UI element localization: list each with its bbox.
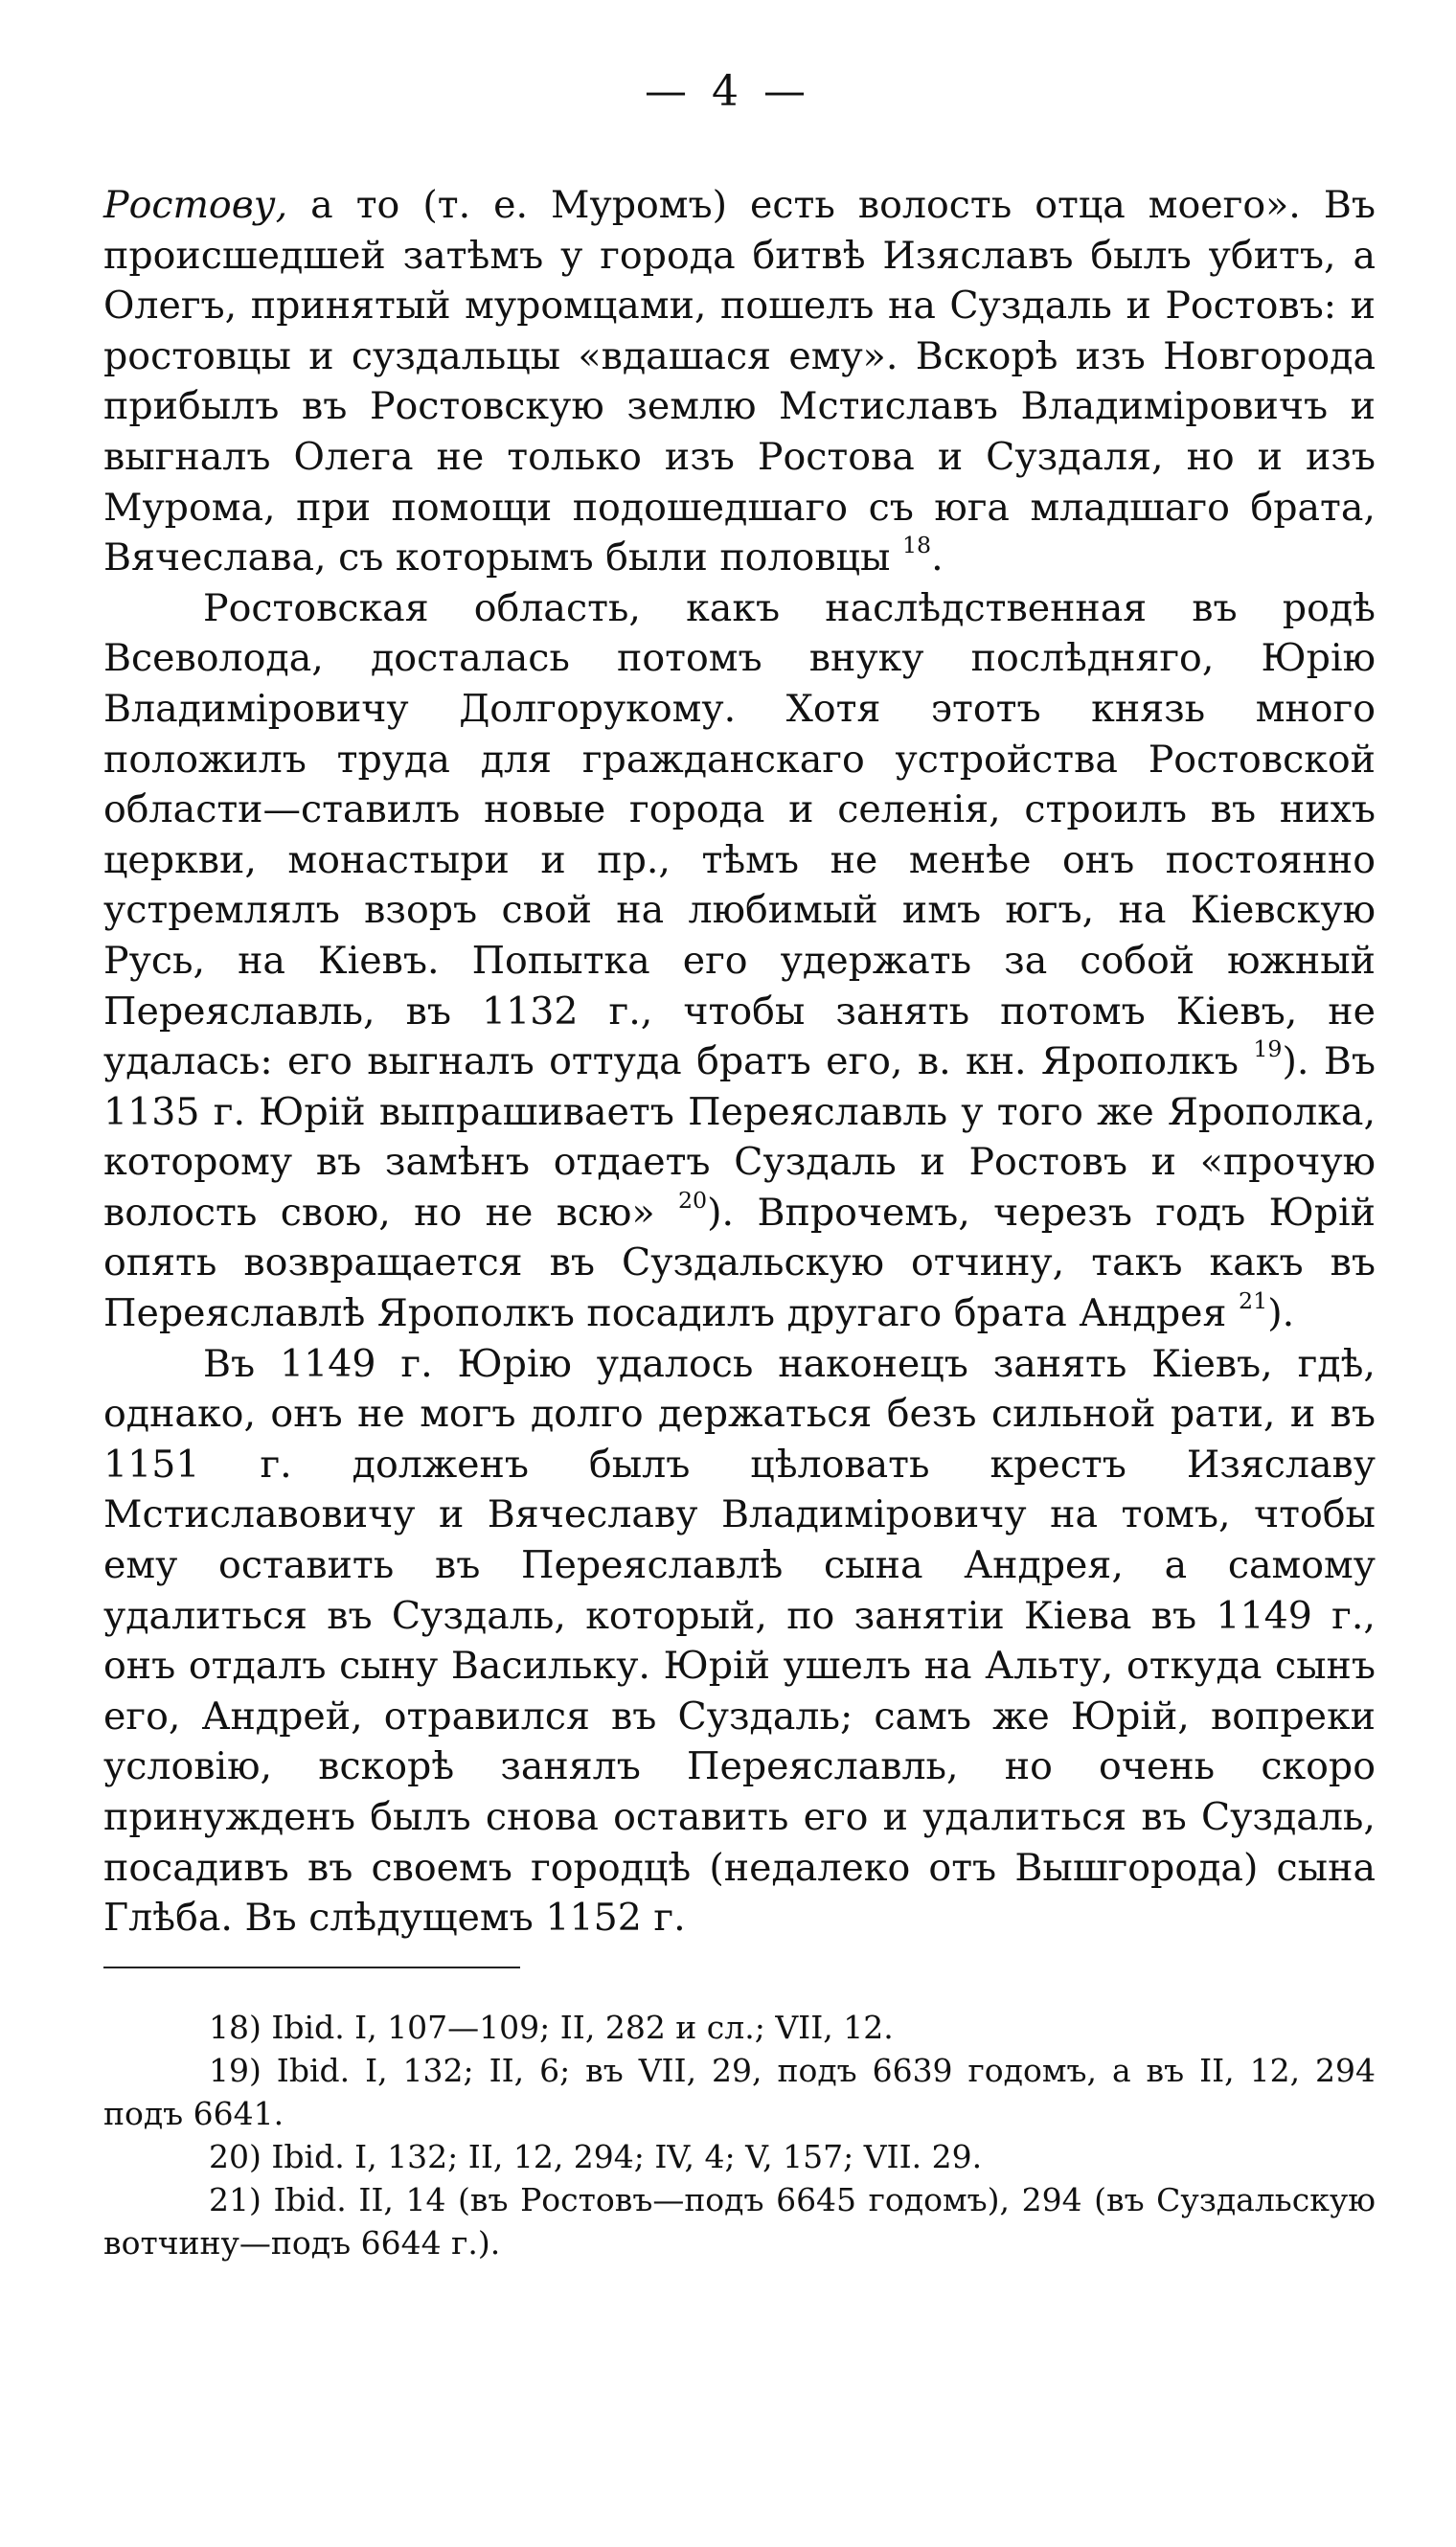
footnote-ref-18: 18 (901, 532, 932, 559)
paragraph-1-lead: Ростову, (103, 183, 288, 227)
footnote-ref-19: 19 (1253, 1035, 1283, 1063)
footnote-ref-21: 21 (1239, 1287, 1268, 1315)
paragraph-2-end: ). (1267, 1291, 1295, 1336)
paragraph-1-end: . (931, 535, 944, 580)
paragraph-2-text-b: ). Въ 1135 г. Юрій выпрашиваетъ Переяславль у того же Ярополка, которому въ замѣнъ отдаетъ Суздаль и Ростовъ и «прочую волость свою, но не всю» (103, 1039, 1376, 1235)
paragraph-2 (103, 583, 1376, 1339)
paragraph-1 (103, 180, 1376, 583)
footnote-21: 21) Ibid. II, 14 (въ Ростовъ—подъ 6645 годомъ), 294 (въ Суздальскую вотчину—подъ 6644 г.). (103, 2181, 1376, 2262)
paragraph-1-text: а то (т. е. Муромъ) есть волость отца моего». Въ происшедшей затѣмъ у города битвѣ Изяславъ былъ убитъ, а Олегъ, принятый муромцами, пошелъ на Суздаль и Ростовъ: и ростовцы и суздальцы «вдашася ему». Вскорѣ изъ Новгорода прибылъ въ Ростовскую землю Мстиславъ Владиміровичъ и выгналъ Олега не только изъ Ростова и Суздаля, но и изъ Мурома, при помощи подошедшаго съ юга младшаго брата, Вячеслава, съ которымъ были половцы (103, 183, 1376, 580)
page-number: — 4 — (645, 67, 811, 116)
footnote-divider (103, 1967, 520, 1968)
main-text (103, 180, 1376, 1944)
footnote-20: 20) Ibid. I, 132; II, 12, 294; IV, 4; V, 157; VII. 29. (209, 2138, 983, 2175)
footnote-18: 18) Ibid. I, 107—109; II, 282 и сл.; VII, 12. (209, 2009, 894, 2046)
paragraph-2-text-a: Ростовская область, какъ наслѣдственная въ родѣ Всеволода, досталась потомъ внуку послѣдняго, Юрію Владиміровичу Долгорукому. Хотя этотъ князь много положилъ труда для гражданскаго устройства Ростовской области—ставилъ новые города и селенія, строилъ въ нихъ церкви, монастыри и пр., тѣмъ не менѣе онъ постоянно устремлялъ взоръ свой на любимый имъ югъ, на Кіевскую Русь, на Кіевъ. Попытка его удержать за собой южный Переяславль, въ 1132 г., чтобы занять потомъ Кіевъ, не удалась: его выгналъ оттуда братъ его, в. кн. Ярополкъ (103, 585, 1376, 1084)
footnotes (103, 2006, 1376, 2264)
footnote-19: 19) Ibid. I, 132; II, 6; въ VII, 29, подъ 6639 годомъ, а въ II, 12, 294 подъ 6641. (103, 2052, 1376, 2132)
paragraph-2-text-c: ). Впрочемъ, черезъ годъ Юрій опять возвращается въ Суздальскую отчину, такъ какъ въ Переяславлѣ Ярополкъ посадилъ другаго брата Андрея (103, 1190, 1376, 1336)
paragraph-3: Въ 1149 г. Юрію удалось наконецъ занять Кіевъ, гдѣ, однако, онъ не могъ долго держаться безъ сильной рати, и въ 1151 г. долженъ былъ цѣловать крестъ Изяславу Мстиславовичу и Вячеславу Владиміровичу на томъ, чтобы ему оставить въ Переяславлѣ сына Андрея, а самому удалиться въ Суздаль, который, по занятіи Кіева въ 1149 г., онъ отдалъ сыну Васильку. Юрій ушелъ на Альту, откуда сынъ его, Андрей, отравился въ Суздаль; самъ же Юрій, вопреки условію, вскорѣ занялъ Переяславль, но очень скоро принужденъ былъ снова оставить его и удалиться въ Суздаль, посадивъ въ своемъ городцѣ (недалеко отъ Вышгорода) сына Глѣба. Въ слѣдущемъ 1152 г. (103, 1341, 1376, 1941)
footnote-ref-20: 20 (677, 1187, 708, 1215)
